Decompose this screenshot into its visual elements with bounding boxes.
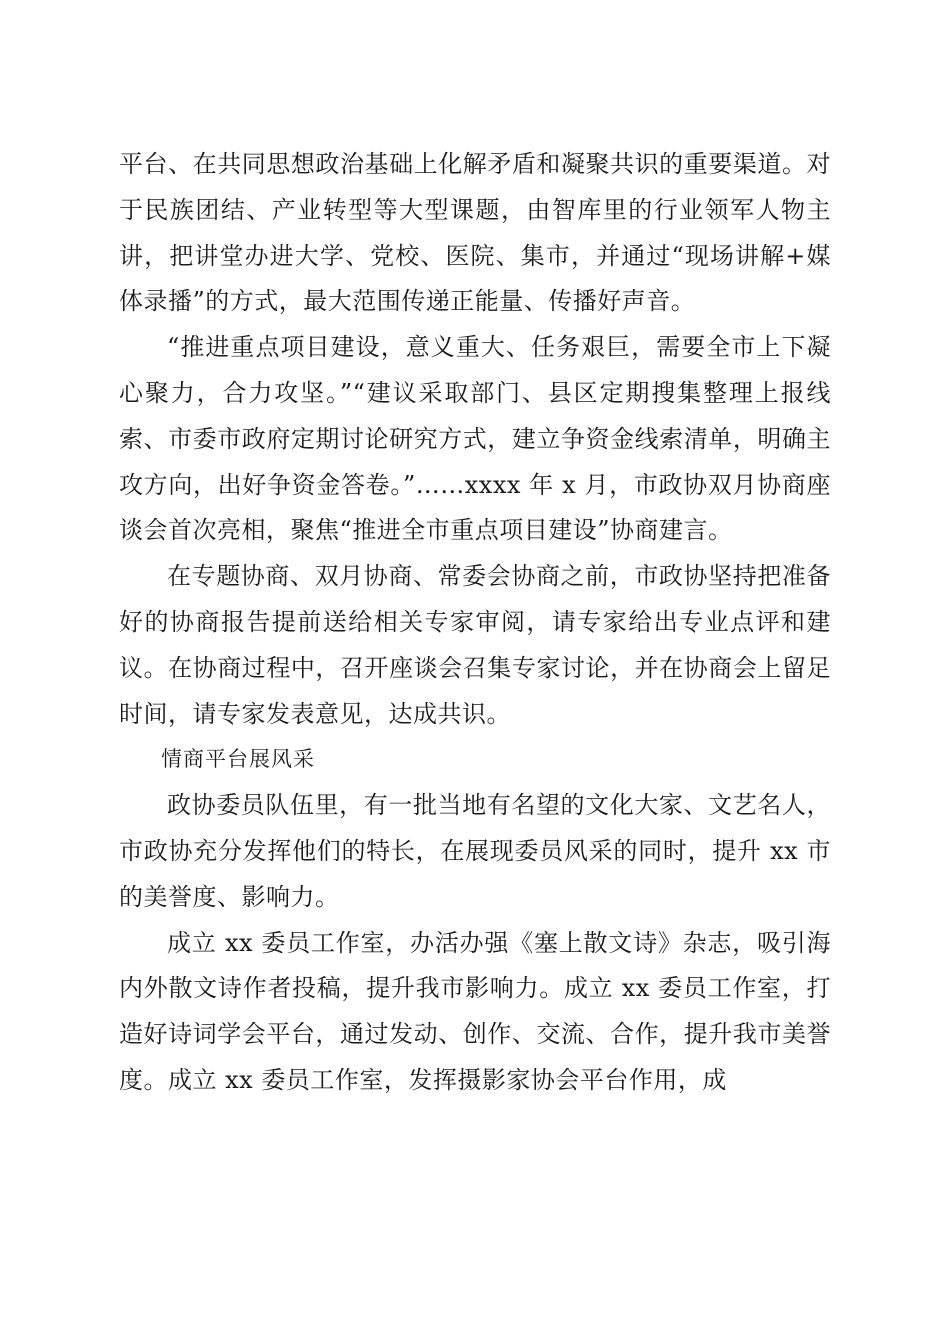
paragraph-key-projects-quotes: “推进重点项目建设，意义重大、任务艰巨，需要全市上下凝心聚力，合力攻坚。”“建议采取部门、县区定期搜集整理上报线索、市委市政府定期讨论研究方式，建立争资金线索清单，明确主攻方向，出好争资金答卷。”……xxxx 年 x 月，市政协双月协商座谈会首次亮相，聚焦“推进全市重点项目建设”协商建言。 <box>119 333 831 545</box>
paragraph-expert-review: 在专题协商、双月协商、常委会协商之前，市政协坚持把准备好的协商报告提前送给相关专家审阅，请专家给出专业点评和建议。在协商过程中，召开座谈会召集专家讨论，并在协商会上留足时间，请专家发表意见，达成共识。 <box>119 562 831 728</box>
paragraph-studios: 成立 xx 委员工作室，办活办强《塞上散文诗》杂志，吸引海内外散文诗作者投稿，提升我市影响力。成立 xx 委员工作室，打造好诗词学会平台，通过发动、创作、交流、合作，提升我市美誉度。成立 xx 委员工作室，发挥摄影家协会平台作用，成 <box>119 928 831 1094</box>
paragraph-committee-members: 政协委员队伍里，有一批当地有名望的文化大家、文艺名人，市政协充分发挥他们的特长，在展现委员风采的同时，提升 xx 市的美誉度、影响力。 <box>119 791 831 911</box>
section-heading: 情商平台展风采 <box>161 747 315 772</box>
document-body <box>119 142 831 1104</box>
paragraph-continuation: 平台、在共同思想政治基础上化解矛盾和凝聚共识的重要渠道。对于民族团结、产业转型等大型课题，由智库里的行业领军人物主讲，把讲堂办进大学、党校、医院、集市，并通过“现场讲解+媒体录播”的方式，最大范围传递正能量、传播好声音。 <box>119 150 831 316</box>
